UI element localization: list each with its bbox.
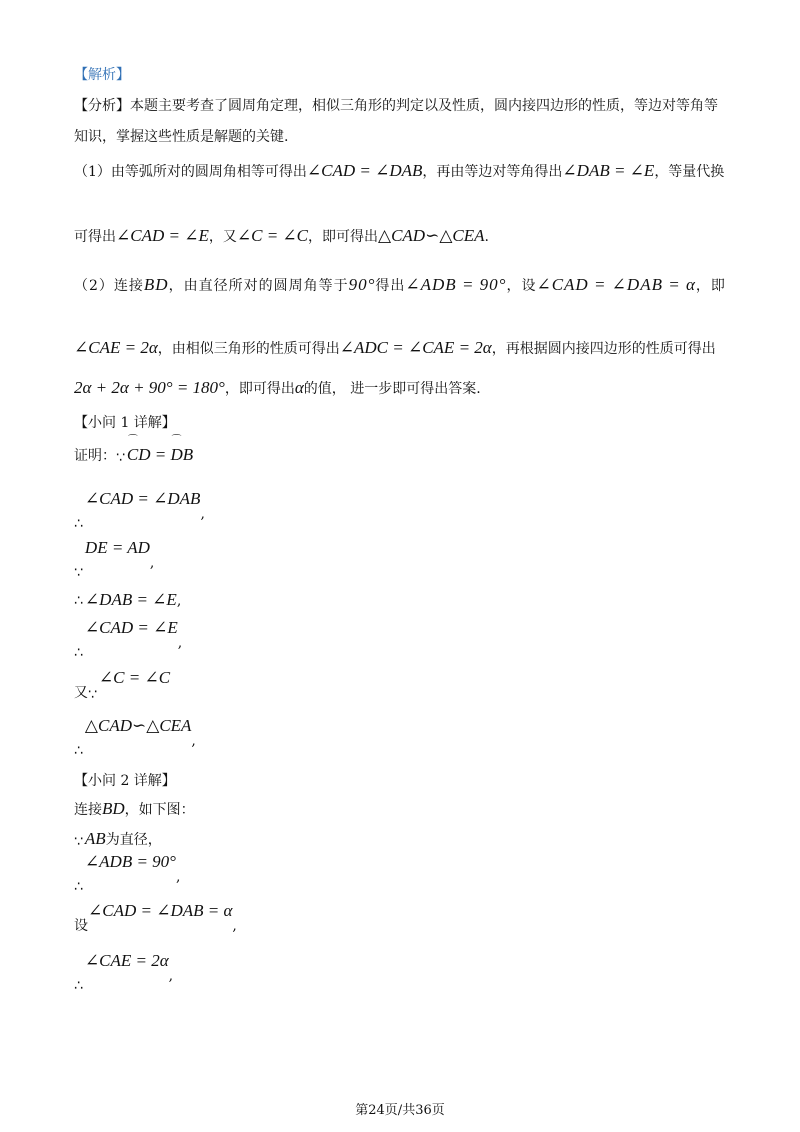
q1-step-3 <box>74 538 155 581</box>
text: 可得出 <box>74 229 116 245</box>
analysis-line-1: 【分析】本题主要考查了圆周角定理，相似三角形的判定以及性质，圆内接四边形的性质，等边对等角等 <box>74 98 718 114</box>
text: 设 <box>74 918 88 934</box>
text: ，由相似三角形的性质可得出 <box>157 341 340 357</box>
comma: , <box>177 635 183 651</box>
math: △CAD∽△CEA <box>84 716 192 735</box>
q1-header: 【小问 1 详解】 <box>74 415 176 431</box>
text: 又 <box>74 685 88 701</box>
text: ，再根据圆内接四边形的性质可得出 <box>491 341 716 357</box>
q2-step-2 <box>74 829 162 850</box>
text: ，如下图： <box>124 802 195 818</box>
because-symbol: ∵ <box>74 834 83 850</box>
text: 连接 <box>74 802 102 818</box>
text: 为直径， <box>105 832 162 848</box>
math: ∠CAD = ∠E <box>84 618 178 637</box>
comma: , <box>175 869 181 885</box>
q2-header: 【小问 2 详解】 <box>74 773 176 789</box>
math: ∠ADB = 90° <box>405 275 507 294</box>
q2-step-3 <box>74 852 181 895</box>
proof-label: 证明： <box>74 448 116 464</box>
math: ∠CAD = ∠DAB <box>84 489 201 508</box>
analysis-line-2: 知识，掌握这些性质是解题的关键. <box>74 129 289 145</box>
q1-step-7 <box>74 716 196 759</box>
text: 得出 <box>375 278 406 294</box>
math: △CAD∽△CEA <box>378 226 485 245</box>
because-symbol: ∵ <box>74 565 83 581</box>
because-symbol: ∵ <box>116 450 125 466</box>
therefore-symbol: ∴ <box>74 879 83 895</box>
q2-step-5 <box>74 951 174 994</box>
comma: , <box>176 593 182 609</box>
math: 90° <box>348 275 376 294</box>
arc-db: ⌒ DB <box>171 445 194 464</box>
math: BD <box>143 275 169 294</box>
math: ∠CAD = ∠E <box>116 226 209 245</box>
comma: , <box>168 968 174 984</box>
analysis-paragraph-1-cont <box>74 226 489 246</box>
q2-step-1 <box>74 799 195 819</box>
comma: , <box>149 555 155 571</box>
analysis-paragraph-2-cont <box>74 338 716 358</box>
comma: , <box>232 918 237 934</box>
text: ，又 <box>208 229 237 245</box>
therefore-symbol: ∴ <box>74 593 83 609</box>
math: ∠ADB = 90° <box>84 852 176 871</box>
arc-cd: ⌒ CD <box>127 445 151 464</box>
therefore-symbol: ∴ <box>74 978 83 994</box>
math: 2α + 2α + 90° = 180° <box>74 378 225 397</box>
q1-step-5 <box>74 618 183 661</box>
math: AB <box>84 829 106 848</box>
because-symbol: ∵ <box>88 687 97 703</box>
q1-step-1 <box>74 445 193 466</box>
math: ∠C = ∠C <box>236 226 308 245</box>
equals: = <box>150 445 171 464</box>
text: ，设 <box>506 278 537 294</box>
text: ，等量代换 <box>654 164 725 180</box>
analysis-header: 【解析】 <box>74 67 130 83</box>
math: ∠CAE = 2α <box>74 338 158 357</box>
math: ∠DAB = ∠E <box>84 590 177 609</box>
text: ，即可得出 <box>308 229 378 245</box>
text: （1）由等弧所对的圆周角相等可得出 <box>74 164 307 180</box>
math: ∠CAD = ∠DAB <box>306 161 423 180</box>
text: . <box>484 229 489 245</box>
math: ∠CAD = ∠DAB = α <box>88 901 233 920</box>
analysis-paragraph-1 <box>74 161 724 181</box>
q1-step-4 <box>74 590 181 610</box>
text: ，即 <box>695 278 726 294</box>
comma: , <box>200 506 205 522</box>
math: DE = AD <box>84 538 150 557</box>
text: ，由直径所对的圆周角等于 <box>168 278 349 294</box>
q2-step-4 <box>74 901 237 935</box>
text: 的值， 进一步即可得出答案. <box>303 381 481 397</box>
text: ，即可得出 <box>224 381 295 397</box>
analysis-paragraph-2-end <box>74 378 481 398</box>
math: ∠C = ∠C <box>98 668 171 687</box>
comma: , <box>191 733 196 749</box>
q1-step-2 <box>74 489 205 532</box>
text: ，再由等边对等角得出 <box>422 164 563 180</box>
math: ∠CAD = ∠DAB = α <box>536 275 696 294</box>
therefore-symbol: ∴ <box>74 743 83 759</box>
page-number: 第24页/共36页 <box>355 1103 445 1118</box>
math: ∠ADC = ∠CAE = 2α <box>339 338 492 357</box>
math: α <box>294 378 304 397</box>
text: （2）连接 <box>74 278 144 294</box>
therefore-symbol: ∴ <box>74 645 83 661</box>
math: ∠DAB = ∠E <box>562 161 655 180</box>
analysis-paragraph-2 <box>74 275 726 295</box>
math: ∠CAE = 2α <box>84 951 169 970</box>
q1-step-6 <box>74 668 171 703</box>
therefore-symbol: ∴ <box>74 516 83 532</box>
math: BD <box>102 799 125 818</box>
